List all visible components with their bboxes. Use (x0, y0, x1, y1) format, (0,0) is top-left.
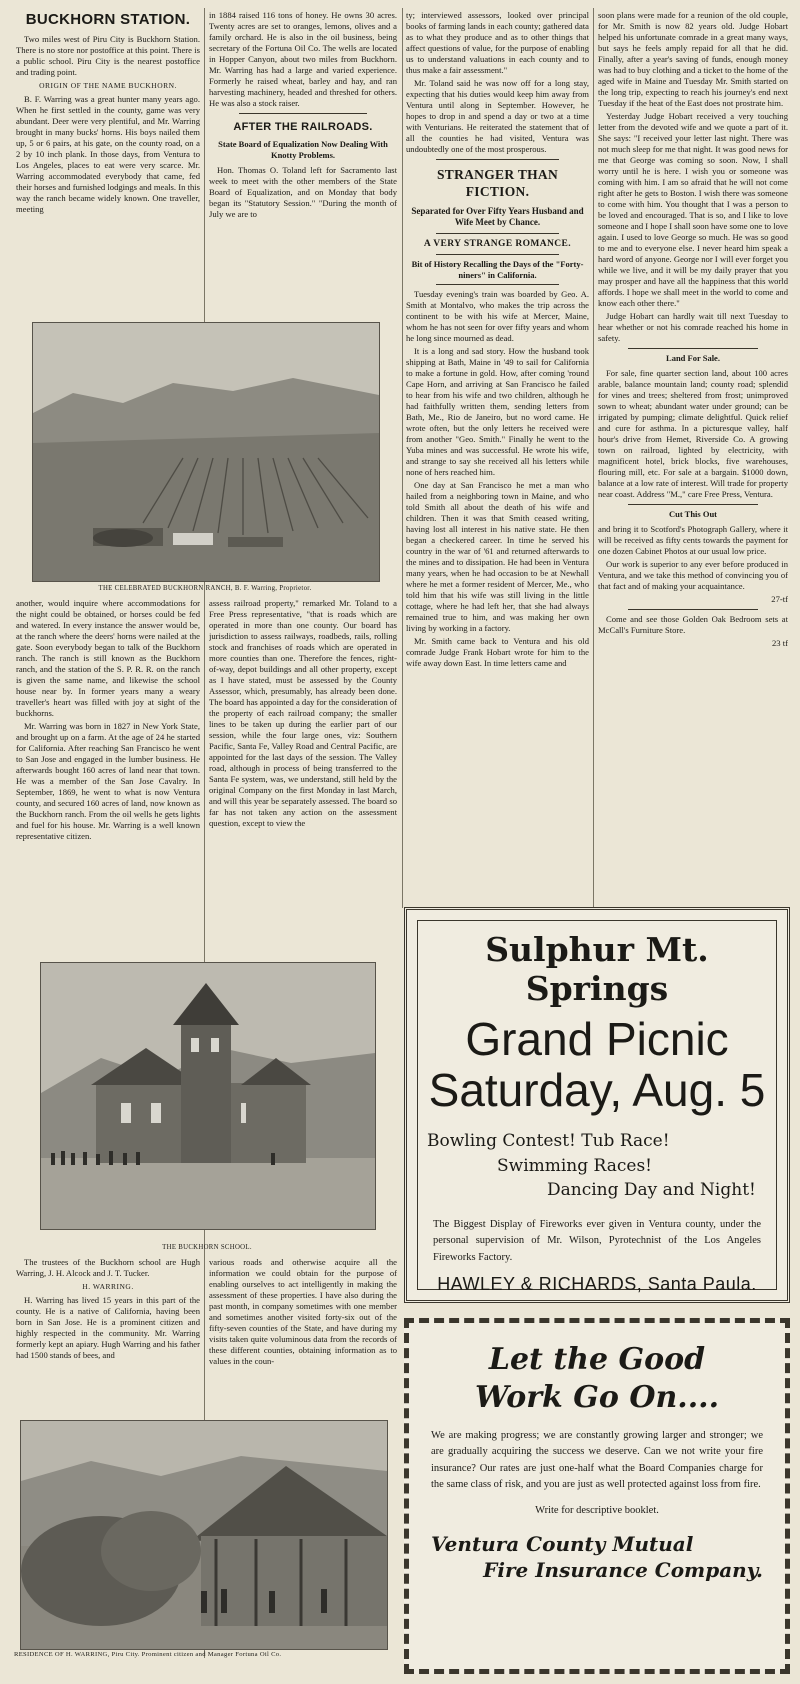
stranger-than-fiction-article (406, 10, 589, 908)
paragraph: Hon. Thomas O. Toland left for Sacramento last week to meet with the other members of the State Board of Equalization, and on Monday that body began its "Statutory Session." "During the month of July we are to (209, 164, 397, 219)
paragraph: One day at San Francisco he met a man who hailed from a neighboring town in Maine, and who told Smith all about the death of his wife and children. Then it was that Smith ceased writing, having lost all interest in his native state. He then began a checkered career. In time he served his country in the war of '61 and returned afterwards to the mines and to dissipation. He had been in Ventura many years, when he had occasion to be at Newhall where he met a former resident of Mercer, Me., who told him that his wife was still living in the little cottage, where he had left her, that she had always remained true to him, and was making her own living by working in a factory. (406, 480, 589, 634)
ad-code: 27-tf (771, 593, 788, 604)
classified-text: For sale, fine quarter section land, about 100 acres arable, balance mountain land; county road; splendid for vines and trees; sheltered from frost; unimproved sown to wheat; abundant water under ground; can be irrigated by pumping; climate delightful. Quick relief and cure for asthma. In a picturesque valley, half hour's drive from Hemet, Riverside Co. A growing town on railroad, lighted by electricity, with magnificent hotel, brick blocks, five warehouses, flouring mill, etc. For sale at a bargain. $1000 down, balance at a low rate of interest. Will trade for property near coast. Address "M.," care Free Press, Ventura. (598, 367, 788, 499)
ad-event: Dancing Day and Night! (547, 1180, 756, 1201)
reunion-article-and-classifieds (598, 10, 788, 908)
classified-text: Our work is superior to any ever before produced in Ventura, and we take this method of convincing you of that fact and of making your acquaintance. (598, 558, 788, 591)
divider (436, 233, 559, 234)
paragraph: Mr. Smith came back to Ventura and his old comrade Judge Frank Hobart wrote for him to the wife away down East. In time letters came and (406, 636, 589, 669)
railroads-article-end (209, 1257, 397, 1417)
paragraph: B. F. Warring was a great hunter many years ago. When he first settled in the county, game was very abundant. Deer were very plentiful, and Mr. Warring brought in many bucks' horns. His boys nailed them up, 5 or 6 pairs, at his gate, on the county road, on a 2 by 10 inch plank. In those days, from Ventura to Los Angeles, places to eat were very scarce. Mr. Warring accommodated everybody that came, fed their horses and furnished lodgings and meals. In this way the ranch became widely known. One traveller, meeting (16, 93, 200, 214)
paragraph: It is a long and sad story. How the husband took shipping at Bath, Maine in '49 to sail for California to make a fortune in gold. How, after coming 'round Cape Horn, and arriving at San Francisco he failed to hear from his wife and two children, although he had faithfully written them, sending letters from Bath, Me., Rio de Janeiro, but no word came. He wrote often, but the only letters he received were from another "Geo. Smith." Finally he went to the Yuba mines and was successful. He wrote his wife, and strange to say she received all his letters while none of hers reached him. (406, 346, 589, 478)
paragraph: soon plans were made for a reunion of the old couple, for Mr. Smith is now 82 years old. Judge Hobart helped his unfortunate comrade in a great many ways, but says he feels amply repaid for all that he did. Finally, after a year's saving of funds, enough money was had to buy clothing and a ticket to the home of the aged wife in Maine and Tuesday Mr. Smith started on the long trip, expecting to reach his journey's end next Tuesday if the heat of the East does not prostrate him. (598, 10, 788, 108)
ad-event: Swimming Races! (497, 1155, 653, 1176)
paragraph: another, would inquire where accommodations for the night could be obtained, or horses could be fed and watered. In every instance the answer would be, at the ranch where the deers' horns were nailed at the gate. Soon everybody began to talk of the Buckhorn ranch. The ranch is still known as the Buckhorn ranch, and the station of the S. P. R. R. on the ranch is given the same name, and likewise the school house near by. In former years many a weary traveller's heart was filled with joy at sight of the buckhorns. (16, 598, 200, 718)
fire-insurance-ad (404, 1318, 790, 1674)
railroads-article (209, 10, 397, 312)
divider (436, 284, 559, 285)
article-subheading: State Board of Equalization Now Dealing With Knotty Problems. (218, 139, 388, 160)
paragraph: Judge Hobart can hardly wait till next Tuesday to hear whether or not his comrade reached his home in safety. (598, 311, 788, 343)
paragraph: in 1884 raised 116 tons of honey. He owns 30 acres. Twenty acres are set to oranges, lemons, olives and a family orchard. He is also in the oil business, being secretary of the Fortuna Oil Co. The wells are located in Hopper Canyon, about two miles from Buckhorn. Mr. Warring has had a large and varied experience. Formerly he raised wheat, barley and hay, and ran harvesting machinery, headed and threshed for others. He was also a stock raiser. (209, 10, 397, 108)
ad-company: Fire Insurance Company. (483, 1558, 763, 1583)
ad-headline: Grand Picnic (465, 1013, 729, 1065)
paragraph: assess railroad property," remarked Mr. Toland to a Free Press representative, "that is roads which are operated in more than one county. Our board has jurisdiction to assess railways, roadbeds, rails, rolling stock and franchises of roads which are operated in more counties than one. Therefore the fences, right-of-way, depot buildings and all other property, except as I have stated, must be assessed by the County Assessor, which, presumably, has already been done. The board has appointed a day for the consideration of the property of each railroad company; the smaller lines to be taken up during the earlier part of our session, while the four large ones, viz: Southern Pacific, Santa Fe, Valley Road and Central Pacific, are appointed for the last days of the session. The Valley road, although in process of being transferred to the Santa Fe system, was, we understand, still held by the original Company on the first Monday in last March, and will this year be separately assessed. The board so far has not taken any action on the assessment question, except to view the (209, 598, 397, 828)
section-heading: H. WARRING. (82, 1282, 134, 1291)
paragraph: Yesterday Judge Hobart received a very touching letter from the devoted wife and we quote a part of it. She says: "I received your letter last night. There was not much sleep for me that night. It was good news for me that George was coming so soon. Now, I shall worry until he is here. I wish you or someone was coming with him. I am so afraid that he will not come right after he gets to Boston. I wish there was someone to come with him. You thought that I was a person to be loved and encouraged. That is so, and I like to love someone and I hope I shall soon have some one to love again. I used to love George so much. He was so good to me and to everyone else. I never heard him speak a hard word of anyone. George nor I will ever forget you while we live, and it will be my daily prayer that you may prosper and have all the happiness that this world affords. I hope we shall meet in the world to come and know each other there." (598, 111, 788, 308)
ad-company: Ventura County Mutual (431, 1532, 694, 1557)
paragraph: various roads and otherwise acquire all the information we could obtain for the purpose of enabling ourselves to act intelligently in making the assessment of these properties. I have also during the past month, in company sometimes with one member and sometimes another visited forty-six out of the fifty-seven counties of the State, and have during my visits taken quite voluminous data from the records of these different counties, obtaining information as to values in the coun- (209, 1257, 397, 1366)
ad-headline: Saturday, Aug. 5 (428, 1063, 766, 1116)
buckhorn-school-photo (40, 962, 376, 1230)
divider (239, 113, 367, 114)
classified-heading: Cut This Out (668, 508, 718, 519)
column-rule (593, 8, 594, 908)
divider (628, 348, 758, 349)
warring-residence-photo (20, 1420, 388, 1650)
classified-heading: Land For Sale. (666, 353, 720, 363)
ad-body-text: The Biggest Display of Fireworks ever given in Ventura county, under the personal supervision of Mr. Wilson, Pyrotechnist of the Los Angeles Fireworks Factory. (433, 1219, 761, 1263)
divider (436, 159, 559, 160)
paragraph: Tuesday evening's train was boarded by Geo. A. Smith at Montalvo, who makes the trip across the continent to be with his wife at Mercer, Maine, whom he has not seen for over fifty years and whom he long since mourned as dead. (406, 289, 589, 344)
paragraph: H. Warring has lived 15 years in this part of the county. He is a native of California, having been born in San Jose. He is a prominent citizen and highly respected in the community. Mr. Warring formerly kept an apiary. Hugh Warring and his father had 1500 stands of bees, and (16, 1294, 200, 1360)
column-rule (204, 8, 205, 1658)
divider (628, 504, 758, 505)
photo-caption: THE BUCKHORN SCHOOL. (162, 1244, 252, 1251)
ad-content (431, 1341, 763, 1583)
railroads-article-cont (209, 598, 397, 943)
ad-body-text: We are making progress; we are constantly growing larger and stronger; we are gradually acquiring the success we deserve. Can we not write your fire insurance? Our rates are just one-half what the Board Companies charge for the same class of risk, and you are just as well protected against loss from fire. (431, 1430, 763, 1490)
paragraph: Mr. Warring was born in 1827 in New York State, and brought up on a farm. At the age of 24 he started for California. After reaching San Francisco he went to San Jose and engaged in the lumber business. He afterwards bought 160 acres of land near that town. He was a member of the San Jose Cavalry. In September, 1869, he went to what is now Ventura county, and secured 160 acres of land, now known as the Buckhorn ranch. From the oil wells he gets lights and fuel for his house. Mr. Warring is a well known representative citizen. (16, 721, 200, 841)
buckhorn-article-cont (16, 598, 200, 943)
paragraph: The trustees of the Buckhorn school are Hugh Warring, J. H. Alcock and J. T. Tucker. (16, 1257, 200, 1278)
section-heading: ORIGIN OF THE NAME BUCKHORN. (39, 81, 177, 91)
ad-cta: Write for descriptive booklet. (535, 1505, 659, 1517)
buckhorn-ranch-photo (32, 322, 380, 582)
photo-caption: RESIDENCE OF H. WARRING, Piru City. Prominent citizen and Manager Fortuna Oil Co. (14, 1651, 282, 1658)
warring-article (16, 1257, 200, 1417)
article-subheading: Bit of History Recalling the Days of the "Forty-niners" in California. (411, 258, 584, 280)
ad-code: 23 tf (772, 637, 788, 648)
classified-text: Come and see those Golden Oak Bedroom sets at McCall's Furniture Store. (598, 613, 788, 635)
article-heading: STRANGER THAN FICTION. (436, 167, 559, 200)
ad-title: Sulphur Mt. Springs (485, 930, 709, 1008)
classified-text: and bring it to Scotford's Photograph Gallery, where it will be received as fifty cents towards the payment for one dozen Cabinet Photos at our usual low price. (598, 523, 788, 556)
article-heading: AFTER THE RAILROADS. (233, 121, 373, 133)
paragraph: Two miles west of Piru City is Buckhorn Station. There is no store nor postoffice at this point. There is a public school. Piru City is the nearest postoffice and trading point. (16, 34, 200, 78)
divider (628, 609, 758, 610)
ad-event: Bowling Contest! Tub Race! (427, 1131, 670, 1152)
ad-title: Let the Good (488, 1342, 706, 1377)
article-subheading: A VERY STRANGE ROMANCE. (423, 238, 572, 249)
photo-caption: THE CELEBRATED BUCKHORN RANCH, B. F. Warring, Proprietor. (98, 585, 312, 592)
article-heading: BUCKHORN STATION. (25, 11, 191, 28)
buckhorn-article (16, 10, 200, 310)
paragraph: ty; interviewed assessors, looked over principal books of farming lands in each county; gathered data as to what they produce and as to other things that affect questions of value, for the purpose of enabling us to understand valuations in each county and to thus make a fair assessment." (406, 10, 589, 75)
divider (436, 254, 559, 255)
paragraph: Mr. Toland said he was now off for a long stay, expecting that his duties would keep him away from Ventura until along in September. However, he hopes to drop in and spend a day or two at a time with Venturians. He reiterated the statement that of all the counties he had visited, Ventura was undoubtedly one of the most prosperous. (406, 78, 589, 154)
column-rule (402, 8, 403, 908)
ad-content (427, 930, 767, 1295)
ad-sponsor: HAWLEY & RICHARDS, Santa Paula. (437, 1273, 757, 1294)
article-subheading: Separated for Over Fifty Years Husband and Wife Meet by Chance. (411, 205, 584, 228)
ad-title: Work Go On.... (474, 1379, 720, 1415)
sulphur-springs-ad (404, 907, 790, 1303)
